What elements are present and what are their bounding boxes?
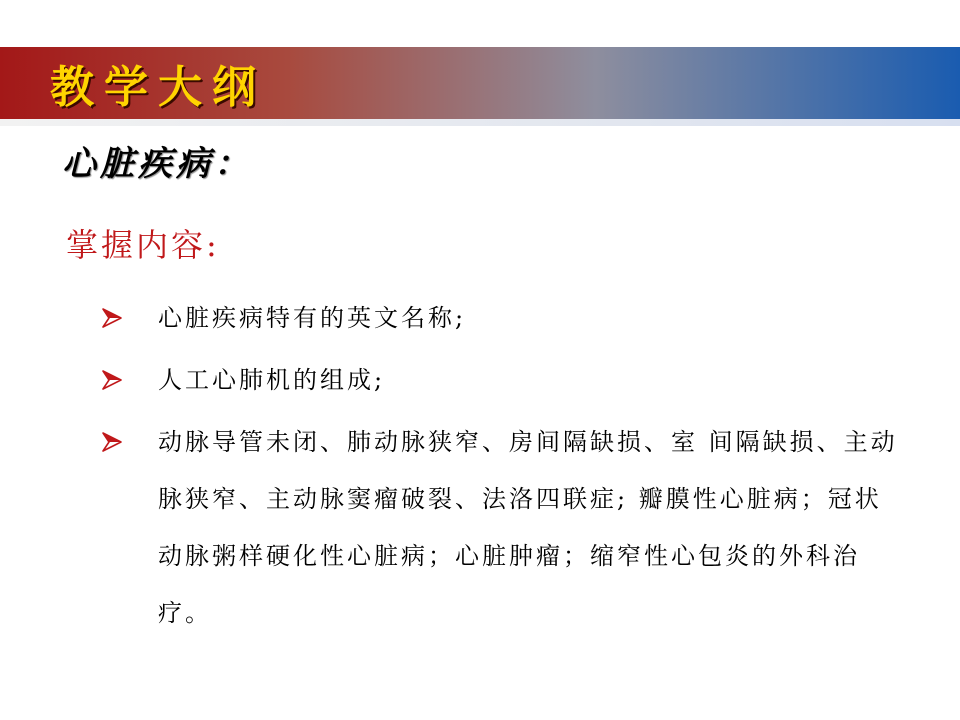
subtitle: 心脏疾病： [62, 144, 252, 184]
bullet-text: 心脏疾病特有的英文名称; [158, 304, 467, 332]
section-heading: 掌握内容: [66, 226, 220, 264]
bullet-text: 人工心肺机的组成; [158, 366, 386, 394]
bullet-list [100, 290, 900, 647]
arrowhead-bullet-icon [100, 306, 124, 330]
bullet-item [100, 290, 900, 347]
bullet-item [100, 414, 900, 642]
arrowhead-bullet-icon [100, 430, 124, 454]
bullet-item [100, 352, 900, 409]
bullet-text: 动脉导管未闭、肺动脉狭窄、房间隔缺损、室 间隔缺损、主动脉狭窄、主动脉窦瘤破裂、法洛四联症; 瓣膜性心脏病；冠状动脉粥样硬化性心脏病；心脏肿瘤；缩窄性心包炎的外科治疗。 [158, 428, 898, 627]
page-title: 教学大纲 [50, 62, 266, 113]
arrowhead-bullet-icon [100, 368, 124, 392]
